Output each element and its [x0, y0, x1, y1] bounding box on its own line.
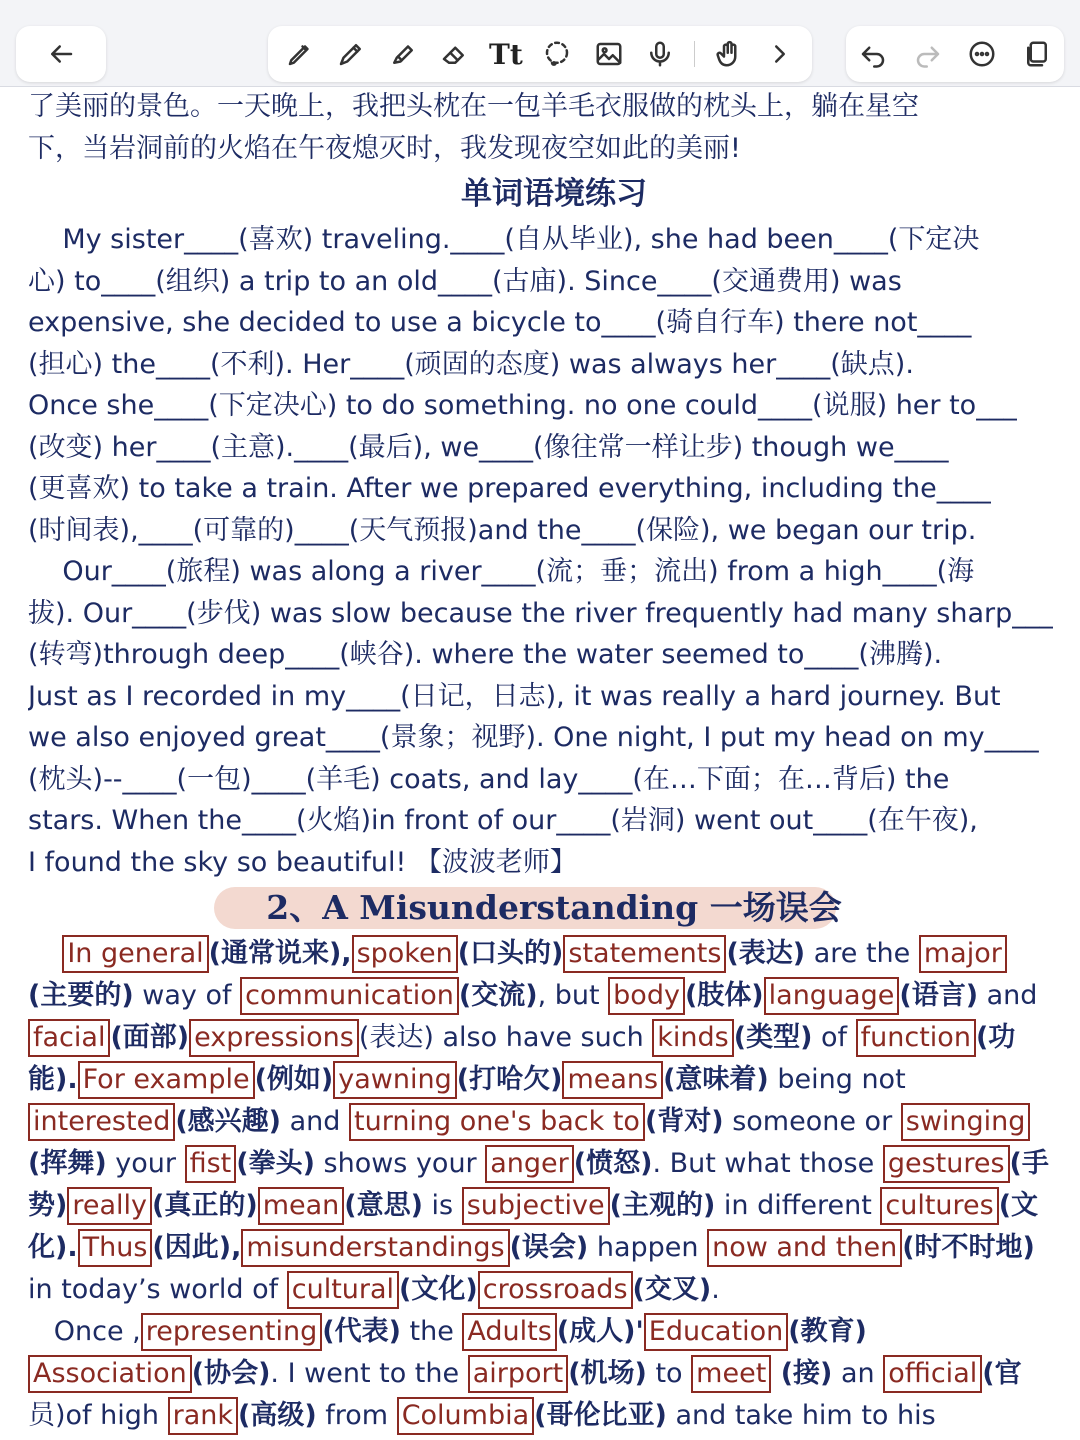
vocab-highlight-paragraph	[28, 933, 1080, 1437]
boxed-vocab-word: misunderstandings	[241, 1229, 509, 1267]
plain-text: are the	[805, 938, 919, 969]
chinese-gloss: (愤怒)	[573, 1148, 653, 1179]
chinese-gloss: 势)	[28, 1190, 68, 1221]
boxed-vocab-word: official	[883, 1355, 982, 1393]
boxed-vocab-word: function	[856, 1019, 976, 1057]
lasso-icon[interactable]	[539, 36, 575, 72]
plain-text: an	[832, 1358, 884, 1389]
chinese-gloss: (交叉)	[632, 1274, 712, 1305]
actions-pill	[846, 26, 1064, 82]
boxed-vocab-word: swinging	[901, 1103, 1031, 1141]
plain-text: is	[422, 1190, 462, 1221]
boxed-vocab-word: turning one's back to	[349, 1103, 645, 1141]
chinese-gloss: (交流)	[458, 980, 538, 1011]
exercise-paragraph	[28, 219, 1080, 883]
plain-text: , but	[537, 980, 609, 1011]
boxed-vocab-word: airport	[468, 1355, 569, 1393]
toolbar-divider	[694, 41, 695, 67]
plain-text: being not	[768, 1064, 906, 1095]
boxed-vocab-word: communication	[240, 977, 459, 1015]
chinese-gloss: (误会)	[509, 1232, 589, 1263]
boxed-vocab-word: mean	[258, 1187, 345, 1225]
chinese-gloss: (口头的)	[457, 938, 564, 969]
chinese-gloss: (面部)	[110, 1022, 190, 1053]
plain-text: in today’s world of	[28, 1274, 287, 1305]
text-line: 拔). Our____(步伐) was slow because the river frequently had many sharp___	[28, 597, 1053, 629]
chinese-gloss: (挥舞)	[28, 1148, 107, 1179]
section-title	[28, 883, 1080, 933]
boxed-vocab-word: gestures	[883, 1145, 1010, 1183]
text-line	[28, 1059, 1080, 1101]
section-title-text: 2、A Misunderstanding 一场误会	[266, 888, 842, 927]
plain-text: and	[281, 1106, 349, 1137]
plain-text	[28, 938, 62, 969]
chinese-gloss: (手	[1009, 1148, 1049, 1179]
boxed-vocab-word: facial	[28, 1019, 110, 1057]
back-pill	[16, 26, 106, 82]
boxed-vocab-word: Adults	[462, 1313, 556, 1351]
boxed-vocab-word: now and then	[707, 1229, 902, 1267]
plain-text: to	[646, 1358, 692, 1389]
chinese-gloss: (感兴趣)	[175, 1106, 282, 1137]
chinese-gloss: (功	[975, 1022, 1016, 1053]
boxed-vocab-word: major	[919, 935, 1007, 973]
chinese-gloss: 化).	[28, 1232, 78, 1263]
chevron-right-icon[interactable]	[762, 36, 798, 72]
chinese-gloss: (打哈欠)	[456, 1064, 563, 1095]
boxed-vocab-word: expressions	[189, 1019, 359, 1057]
text-line: expensive, she decided to use a bicycle to____(骑自行车) there not____	[28, 307, 972, 338]
plain-text: and take him to his	[666, 1400, 936, 1431]
chinese-gloss: 能).	[28, 1064, 78, 1095]
boxed-vocab-word: subjective	[462, 1187, 610, 1225]
image-icon[interactable]	[591, 36, 627, 72]
text-line: Our____(旅程) was along a river____(流；垂；流出) from a high____(海	[28, 556, 975, 587]
chinese-gloss: (背对)	[644, 1106, 724, 1137]
chinese-gloss: (肢体)	[684, 980, 764, 1011]
chinese-gloss: (例如)	[254, 1064, 334, 1095]
chinese-gloss: (主要的)	[28, 980, 134, 1011]
top-toolbar	[0, 0, 1080, 87]
boxed-vocab-word: fist	[185, 1145, 237, 1183]
plain-text: your	[106, 1148, 185, 1179]
chinese-gloss: (语言)	[899, 980, 979, 1011]
redo-icon[interactable]	[910, 36, 946, 72]
boxed-vocab-word: cultural	[287, 1271, 399, 1309]
boxed-vocab-word: statements	[563, 935, 726, 973]
text-line	[28, 1101, 1080, 1143]
text-line: 下，当岩洞前的火焰在午夜熄灭时，我发现夜空如此的美丽!	[28, 132, 741, 164]
chinese-gloss: (高级)	[238, 1400, 317, 1431]
boxed-vocab-word: Thus	[78, 1229, 153, 1267]
chinese-gloss: (官	[982, 1358, 1022, 1389]
boxed-vocab-word: Association	[28, 1355, 192, 1393]
text-line	[28, 1143, 1080, 1185]
chinese-gloss: (哥伦比亚)	[534, 1400, 667, 1431]
boxed-vocab-word: Education	[644, 1313, 788, 1351]
plain-text: someone or	[723, 1106, 901, 1137]
more-icon[interactable]	[964, 36, 1000, 72]
chinese-gloss: (机场)	[568, 1358, 647, 1389]
chinese-gloss: (通常说来),	[208, 938, 352, 969]
text-line: (担心) the____(不利). Her____(顽固的态度) was always her____(缺点).	[28, 348, 914, 380]
text-line	[28, 1395, 1080, 1437]
text-line	[28, 1269, 1080, 1311]
text-line: I found the sky so beautiful! 【波波老师】	[28, 846, 577, 878]
boxed-vocab-word: crossroads	[478, 1271, 633, 1309]
document-page	[28, 86, 1080, 1437]
plain-text: and	[978, 980, 1038, 1011]
tools-pill	[268, 26, 812, 82]
text-line: we also enjoyed great____(景象；视野). One night, I put my head on my____	[28, 722, 1039, 753]
text-line: (枕头)--____(一包)____(羊毛) coats, and lay____(在…下面；在…背后) the	[28, 763, 950, 795]
plain-text: happen	[588, 1232, 708, 1263]
boxed-vocab-word: body	[608, 977, 685, 1015]
text-line: (改变) her____(主意).____(最后), we____(像往常一样让步) though we____	[28, 431, 949, 463]
chinese-gloss: (代表)	[322, 1316, 401, 1347]
undo-icon[interactable]	[855, 36, 891, 72]
plain-text: the	[400, 1316, 463, 1347]
arrow-left-icon[interactable]	[43, 36, 79, 72]
boxed-vocab-word: In general	[62, 935, 208, 973]
text-line	[28, 1185, 1080, 1227]
boxed-vocab-word: anger	[485, 1145, 574, 1183]
plain-text: Once ,	[28, 1316, 141, 1347]
text-line: Once she____(下定决心) to do something. no one could____(说服) her to___	[28, 390, 1017, 421]
plain-text: . But what those	[652, 1148, 883, 1179]
boxed-vocab-word: cultures	[880, 1187, 998, 1225]
boxed-vocab-word: spoken	[352, 935, 458, 973]
boxed-vocab-word: Columbia	[397, 1397, 534, 1435]
boxed-vocab-word: meet	[691, 1355, 771, 1393]
boxed-vocab-word: really	[67, 1187, 152, 1225]
text-line	[28, 1311, 1080, 1353]
microphone-icon[interactable]	[642, 36, 678, 72]
chinese-gloss: (表达)	[726, 938, 806, 969]
chinese-gloss: (文化)	[399, 1274, 478, 1305]
text-line	[28, 1017, 1080, 1059]
plain-text: .	[711, 1274, 720, 1305]
chinese-gloss: (意思)	[344, 1190, 423, 1221]
text-line: My sister____(喜欢) traveling.____(自从毕业), she had been____(下定决	[28, 224, 980, 255]
chinese-gloss: (教育)	[788, 1316, 867, 1347]
boxed-vocab-word: rank	[168, 1397, 238, 1435]
text-line: 了美丽的景色。一天晚上，我把头枕在一包羊毛衣服做的枕头上，躺在星空	[28, 91, 919, 122]
pencil-icon[interactable]	[333, 36, 369, 72]
pages-icon[interactable]	[1019, 36, 1055, 72]
boxed-vocab-word: For example	[78, 1061, 255, 1099]
chinese-gloss: (真正的)	[152, 1190, 258, 1221]
chinese-gloss: (因此),	[152, 1232, 242, 1263]
chinese-gloss: (成人)'	[556, 1316, 644, 1347]
boxed-vocab-word: means	[562, 1061, 663, 1099]
plain-text: of	[812, 1022, 856, 1053]
chinese-gloss: (协会)	[191, 1358, 271, 1389]
text-line	[28, 975, 1080, 1017]
boxed-vocab-word: representing	[141, 1313, 323, 1351]
boxed-vocab-word: language	[764, 977, 900, 1015]
plain-text: from	[316, 1400, 397, 1431]
text-line: (转弯)through deep____(峡谷). where the water seemed to____(沸腾).	[28, 639, 943, 670]
text-line: 心) to____(组织) a trip to an old____(古庙). Since____(交通费用) was	[28, 265, 902, 297]
text-line: stars. When the____(火焰)in front of our____(岩洞) went out____(在午夜),	[28, 805, 978, 836]
text-icon[interactable]: Tt	[489, 37, 523, 71]
plain-text: shows your	[314, 1148, 486, 1179]
eraser-icon[interactable]	[436, 36, 472, 72]
highlighter-icon[interactable]	[385, 36, 421, 72]
exercise-heading: 单词语境练习	[461, 176, 647, 212]
plain-text: (表达) also have such	[358, 1022, 653, 1053]
chinese-gloss: (拳头)	[236, 1148, 315, 1179]
plain-text: in different	[715, 1190, 881, 1221]
text-line: Just as I recorded in my____(日记，日志), it was really a hard journey. But	[28, 680, 1001, 712]
hand-gesture-icon[interactable]	[711, 36, 747, 72]
chinese-gloss: (意味着)	[663, 1064, 769, 1095]
chinese-gloss: (文	[998, 1190, 1039, 1221]
plain-text: way of	[133, 980, 241, 1011]
text-line: (更喜欢) to take a train. After we prepared everything, including the____	[28, 473, 991, 504]
boxed-vocab-word: yawning	[333, 1061, 456, 1099]
text-line: (时间表),____(可靠的)____(天气预报)and the____(保险), we began our trip.	[28, 514, 977, 546]
boxed-vocab-word: interested	[28, 1103, 175, 1141]
plain-text: 员)of high	[28, 1400, 168, 1431]
chinese-gloss: (主观的)	[609, 1190, 716, 1221]
chinese-gloss: (类型)	[733, 1022, 813, 1053]
chinese-gloss: (时不时地)	[902, 1232, 1035, 1263]
plain-text: . I went to the	[270, 1358, 468, 1389]
text-line	[28, 1353, 1080, 1395]
text-line	[28, 1227, 1080, 1269]
boxed-vocab-word: kinds	[652, 1019, 733, 1057]
text-line	[28, 933, 1080, 975]
pen-icon[interactable]	[282, 36, 318, 72]
intro-paragraph	[28, 86, 1080, 169]
chinese-gloss: (接)	[771, 1358, 833, 1389]
